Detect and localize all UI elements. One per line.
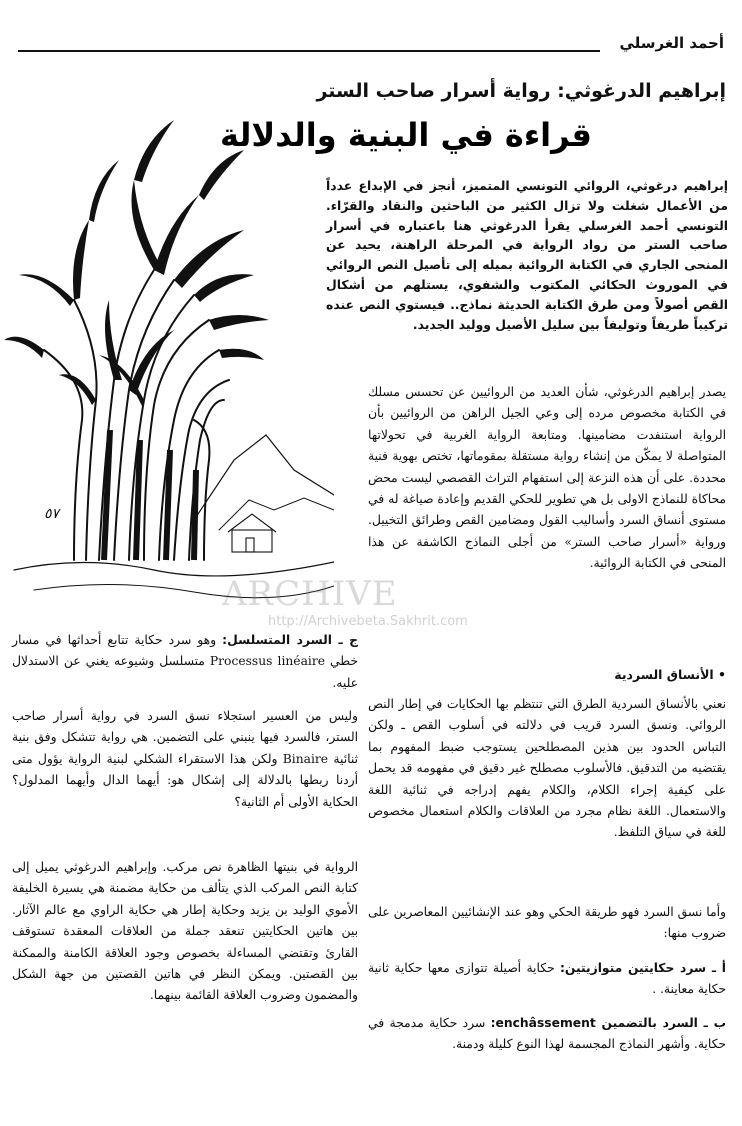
author-name: أحمد الغرسلي <box>619 34 724 52</box>
article-abstract: إبراهيم درغوثي، الروائي التونسي المتميز، أنجز في الإبداع عدداً من الأعمال شغلت ولا تزال الكثير من الباحثين والنقاد والقرّاء. التونسي أحمد الغرسلي يقرأ الدرغوثي هنا باعتباره في أسرار صاحب الستر من رواد الرواية في المرحلة الراهنة، يحيد عن المنحى الجاري في الكتابة الروائية بميله إلى تأصيل النص الروائي في الموروث الحكائي المكتوب والشفوي، يستلهم من أشكال القص أصولاً ومن طرق الكتابة الحديثة نماذج.. فيستوي النص عنده تركيباً طريفاً وتوليفاً بين سليل الأصيل ووليد الجديد. <box>326 178 728 332</box>
right-paragraph-5 <box>368 1013 726 1056</box>
artist-signature: ٥٧ <box>44 506 60 522</box>
right-paragraph-1: يصدر إبراهيم الدرغوثي، شأن العديد من الروائيين عن تحسس مسلك في الكتابة مخصوص مرده إلى وعي الجيل الراهن من الروائيين بأن الرواية استنفدت مضامينها. ومتابعة الرواية الغربية في تحولاتها المتواصلة لا يمكّن من إنشاء رواية مستقلة بمقوماتها، تختص بهوية فنية محددة. على أن هذه النزعة إلى استفهام التراث القصصي ليست محض محاكاة للنماذج الاولى بل هي تطوير للحكي القديم وإعادة صياغة له في مستوى أنساق السرد وأساليب القول ومضامين القص وطرائق التخييل. ورواية «أسرار صاحب الستر» من أجلى النماذج الكاشفة عن هذا المنحى في الكتابة الروائية. <box>368 385 726 571</box>
parallel-narration-label: أ ـ سرد حكايتين متوازيتين: <box>559 961 726 975</box>
right-paragraph-4 <box>368 958 726 1001</box>
reeds-illustration <box>4 100 334 624</box>
embedded-narration-label: ب ـ السرد بالتضمين enchâssement: <box>490 1016 726 1030</box>
parallel-narration-text: حكاية أصيلة تتوازى معها حكاية ثانية حكاية معاينة. . <box>368 961 726 997</box>
sequential-narration-label: ج ـ السرد المتسلسل: <box>222 633 359 647</box>
left-paragraph-1 <box>12 630 358 694</box>
left-paragraph-2: وليس من العسير استجلاء نسق السرد في رواية أسرار صاحب الستر، فالسرد فيها ينبني على التضمين. هي رواية تتشكل وفق بنية ثنائية Binaire ولكن هذا الاستقراء الشكلي لبنية الرواية يؤول متى أردنا ربطها بالدلالة إلى إشكال هو: أيهما الدال وأيهما المدلول؟ الحكاية الأولى أم الثانية؟ <box>12 709 359 809</box>
sequential-narration-text: وهو سرد حكاية تتابع أحداثها في مسار خطي Processus linéaire متسلسل وشيوعه يغني عن الاستدلال عليه. <box>12 633 358 690</box>
right-paragraph-3: وأما نسق السرد فهو طريقة الحكي وهو عند الإنشائيين المعاصرين على ضروب منها: <box>368 905 726 941</box>
archive-watermark: ARCHIVE <box>222 574 398 614</box>
article-subtitle: إبراهيم الدرغوثي: رواية أسرار صاحب الستر <box>316 80 726 102</box>
archive-url-watermark: http://Archivebeta.Sakhrit.com <box>268 614 468 629</box>
left-paragraph-3: الرواية في بنيتها الظاهرة نص مركب. وإبراهيم الدرغوثي يميل إلى كتابة النص المركب الذي يتألف من حكاية مضمنة هي يسيرة الخليفة الأموي الوليد بن يزيد وحكاية إطار هي حكاية الراوي مع عالم الآثار. بين هاتين الحكايتين تنعقد جملة من العلاقات المعقدة تستوقف القارئ وتقتضي المساءلة بخصوص وجود العلاقة الكامنة والممكنة بين القصتين. ويمكن النظر في هاتين القصتين من جهة الشكل والمضمون وضروب العلاقة القائمة بينهما. <box>12 860 358 1003</box>
embedded-narration-text: سرد حكاية مدمجة في حكاية. وأشهر النماذج المجسمة لهذا النوع كليلة ودمنة. <box>368 1016 726 1052</box>
right-paragraph-2: نعني بالأنساق السردية الطرق التي تنتظم بها الحكايات في إطار النص الروائي. ونسق السرد قريب في دلالته في أسلوب القص ـ ولكن التباس الحدود بين هذين المصطلحين يستوجب ضبط المفهوم بما يقتضيه من التدقيق. فالأسلوب مصطلح غير دقيق في مفهومه قد يحمل على كيفية إجراء الكلام، والكلام يفهم إدراجه في ثنائية اللغة والاستعمال. اللغة نظام مجرد من العلاقات والكلام استعمال مخصوص للغة في سياق التلفظ. <box>368 697 726 840</box>
header-rule <box>18 50 600 52</box>
article-title: قراءة في البنية والدلالة <box>219 116 592 154</box>
section-heading-narrative-patterns: • الأنساق السردية <box>614 667 726 682</box>
